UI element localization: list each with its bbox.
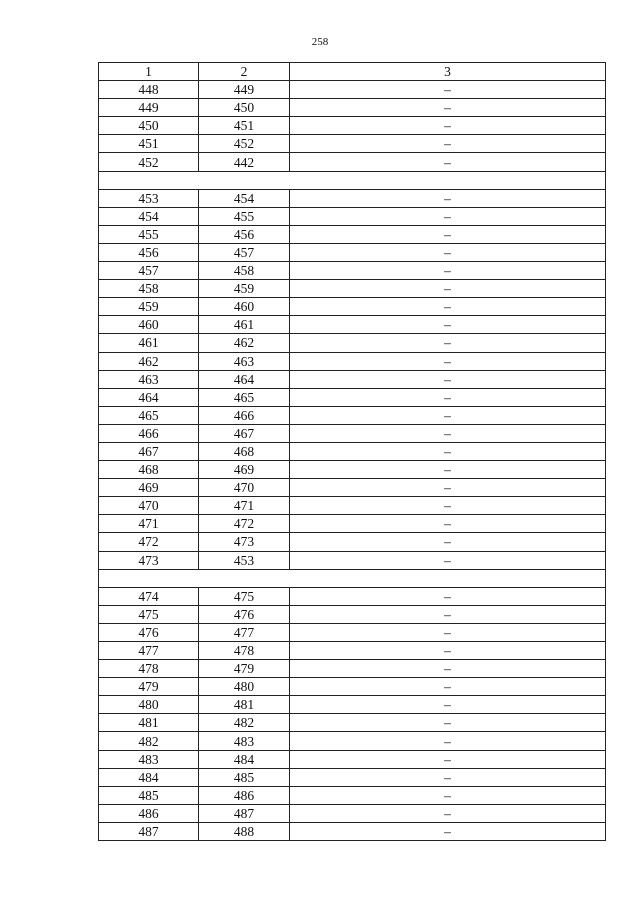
table-row [99, 207, 606, 225]
table-cell-col3: – [290, 642, 606, 660]
table-cell-col1: 463 [99, 370, 199, 388]
group-separator-cell [99, 569, 606, 587]
table-cell-col3: – [290, 189, 606, 207]
table-row [99, 587, 606, 605]
table-cell-col2: 466 [199, 406, 290, 424]
table-cell-col3: – [290, 804, 606, 822]
table-cell-col1: 448 [99, 81, 199, 99]
table-cell-col1: 482 [99, 732, 199, 750]
data-table [98, 62, 606, 841]
table-cell-col2: 467 [199, 424, 290, 442]
table-cell-col2: 460 [199, 298, 290, 316]
table-cell-col1: 456 [99, 243, 199, 261]
table-cell-col3: – [290, 750, 606, 768]
table-cell-col1: 472 [99, 533, 199, 551]
table-cell-col2: 469 [199, 461, 290, 479]
table-cell-col1: 487 [99, 822, 199, 840]
table-cell-col2: 475 [199, 587, 290, 605]
table-cell-col1: 462 [99, 352, 199, 370]
table-cell-col2: 456 [199, 225, 290, 243]
table-cell-col2: 471 [199, 497, 290, 515]
table-cell-col2: 481 [199, 696, 290, 714]
table-row [99, 424, 606, 442]
table-row [99, 99, 606, 117]
table-cell-col1: 465 [99, 406, 199, 424]
table-cell-col2: 457 [199, 243, 290, 261]
table-cell-col1: 449 [99, 99, 199, 117]
group-separator-row [99, 569, 606, 587]
table-cell-col3: – [290, 461, 606, 479]
page-number: 258 [311, 36, 329, 48]
table-cell-col3: – [290, 117, 606, 135]
table-cell-col1: 468 [99, 461, 199, 479]
table-cell-col3: – [290, 262, 606, 280]
table-cell-col1: 486 [99, 804, 199, 822]
table-body [99, 63, 606, 841]
table-row [99, 678, 606, 696]
table-row [99, 768, 606, 786]
table-cell-col2: 449 [199, 81, 290, 99]
table-cell-col1: 483 [99, 750, 199, 768]
table-cell-col3: – [290, 406, 606, 424]
table-cell-col1: 469 [99, 479, 199, 497]
table-cell-col3: – [290, 243, 606, 261]
table-cell-col2: 453 [199, 551, 290, 569]
table-cell-col3: – [290, 207, 606, 225]
table-cell-col1: 461 [99, 334, 199, 352]
table-row [99, 623, 606, 641]
table-cell-col2: 455 [199, 207, 290, 225]
header-cell-col2: 2 [199, 63, 290, 81]
table-cell-col3: – [290, 714, 606, 732]
table-cell-col2: 472 [199, 515, 290, 533]
table-row [99, 732, 606, 750]
table-row [99, 243, 606, 261]
table-cell-col1: 471 [99, 515, 199, 533]
table-cell-col1: 464 [99, 388, 199, 406]
table-cell-col2: 454 [199, 189, 290, 207]
table-row [99, 714, 606, 732]
table-cell-col1: 485 [99, 786, 199, 804]
table-cell-col2: 458 [199, 262, 290, 280]
table-cell-col3: – [290, 696, 606, 714]
table-row [99, 533, 606, 551]
table-cell-col3: – [290, 822, 606, 840]
table-row [99, 750, 606, 768]
header-cell-col3: 3 [290, 63, 606, 81]
table-cell-col3: – [290, 768, 606, 786]
table-cell-col1: 450 [99, 117, 199, 135]
table-cell-col3: – [290, 370, 606, 388]
table-row [99, 605, 606, 623]
table-row [99, 352, 606, 370]
table-cell-col3: – [290, 442, 606, 460]
table-cell-col2: 484 [199, 750, 290, 768]
table-cell-col2: 450 [199, 99, 290, 117]
table-cell-col3: – [290, 135, 606, 153]
table-cell-col2: 451 [199, 117, 290, 135]
table-cell-col2: 485 [199, 768, 290, 786]
table-cell-col2: 442 [199, 153, 290, 171]
table-cell-col3: – [290, 316, 606, 334]
table-cell-col1: 476 [99, 623, 199, 641]
table-cell-col1: 467 [99, 442, 199, 460]
table-cell-col2: 487 [199, 804, 290, 822]
table-row [99, 497, 606, 515]
table-row [99, 551, 606, 569]
table-cell-col1: 460 [99, 316, 199, 334]
table-cell-col3: – [290, 81, 606, 99]
table-cell-col3: – [290, 587, 606, 605]
group-separator-row [99, 171, 606, 189]
table-cell-col3: – [290, 497, 606, 515]
table-row [99, 642, 606, 660]
table-cell-col2: 477 [199, 623, 290, 641]
table-cell-col2: 486 [199, 786, 290, 804]
table-row [99, 822, 606, 840]
table-cell-col2: 452 [199, 135, 290, 153]
table-cell-col3: – [290, 225, 606, 243]
table-cell-col3: – [290, 786, 606, 804]
table-cell-col2: 473 [199, 533, 290, 551]
table-cell-col3: – [290, 515, 606, 533]
table-cell-col1: 455 [99, 225, 199, 243]
table-cell-col1: 454 [99, 207, 199, 225]
table-cell-col2: 459 [199, 280, 290, 298]
table-row [99, 515, 606, 533]
table-row [99, 280, 606, 298]
table-cell-col3: – [290, 424, 606, 442]
table-row [99, 370, 606, 388]
table-cell-col3: – [290, 334, 606, 352]
table-cell-col2: 465 [199, 388, 290, 406]
table-cell-col1: 473 [99, 551, 199, 569]
table-cell-col2: 483 [199, 732, 290, 750]
table-cell-col2: 482 [199, 714, 290, 732]
table-cell-col3: – [290, 732, 606, 750]
table-cell-col3: – [290, 388, 606, 406]
table-cell-col1: 484 [99, 768, 199, 786]
table-row [99, 786, 606, 804]
table-cell-col3: – [290, 99, 606, 117]
table-row [99, 262, 606, 280]
table-cell-col1: 479 [99, 678, 199, 696]
table-cell-col1: 477 [99, 642, 199, 660]
table-cell-col1: 458 [99, 280, 199, 298]
table-cell-col1: 466 [99, 424, 199, 442]
table-cell-col2: 461 [199, 316, 290, 334]
header-cell-col1: 1 [99, 63, 199, 81]
table-cell-col3: – [290, 352, 606, 370]
table-cell-col2: 488 [199, 822, 290, 840]
table-cell-col3: – [290, 605, 606, 623]
table-row [99, 334, 606, 352]
table-row [99, 461, 606, 479]
table-cell-col1: 451 [99, 135, 199, 153]
table-header-row [99, 63, 606, 81]
table-cell-col3: – [290, 280, 606, 298]
table-row [99, 225, 606, 243]
table-cell-col2: 468 [199, 442, 290, 460]
table-cell-col2: 463 [199, 352, 290, 370]
group-separator-cell [99, 171, 606, 189]
table-cell-col2: 480 [199, 678, 290, 696]
table-row [99, 81, 606, 99]
table-row [99, 442, 606, 460]
table-cell-col3: – [290, 551, 606, 569]
table-row [99, 388, 606, 406]
table-cell-col1: 475 [99, 605, 199, 623]
table-cell-col2: 464 [199, 370, 290, 388]
table-cell-col2: 479 [199, 660, 290, 678]
table-cell-col1: 457 [99, 262, 199, 280]
table-cell-col3: – [290, 298, 606, 316]
table-row [99, 298, 606, 316]
table-cell-col2: 462 [199, 334, 290, 352]
table-cell-col1: 470 [99, 497, 199, 515]
table-row [99, 804, 606, 822]
table-cell-col3: – [290, 479, 606, 497]
table-cell-col3: – [290, 678, 606, 696]
table-cell-col1: 453 [99, 189, 199, 207]
table-cell-col3: – [290, 660, 606, 678]
table-row [99, 696, 606, 714]
table-row [99, 660, 606, 678]
table-cell-col1: 459 [99, 298, 199, 316]
table-cell-col1: 480 [99, 696, 199, 714]
table-cell-col3: – [290, 153, 606, 171]
table-cell-col3: – [290, 533, 606, 551]
table-cell-col2: 478 [199, 642, 290, 660]
table-row [99, 153, 606, 171]
table-row [99, 135, 606, 153]
table-cell-col1: 481 [99, 714, 199, 732]
table-cell-col3: – [290, 623, 606, 641]
table-row [99, 406, 606, 424]
table-row [99, 316, 606, 334]
table-cell-col1: 452 [99, 153, 199, 171]
table-row [99, 189, 606, 207]
table-row [99, 479, 606, 497]
table-row [99, 117, 606, 135]
table-cell-col1: 478 [99, 660, 199, 678]
table-cell-col2: 470 [199, 479, 290, 497]
table-cell-col1: 474 [99, 587, 199, 605]
table-cell-col2: 476 [199, 605, 290, 623]
